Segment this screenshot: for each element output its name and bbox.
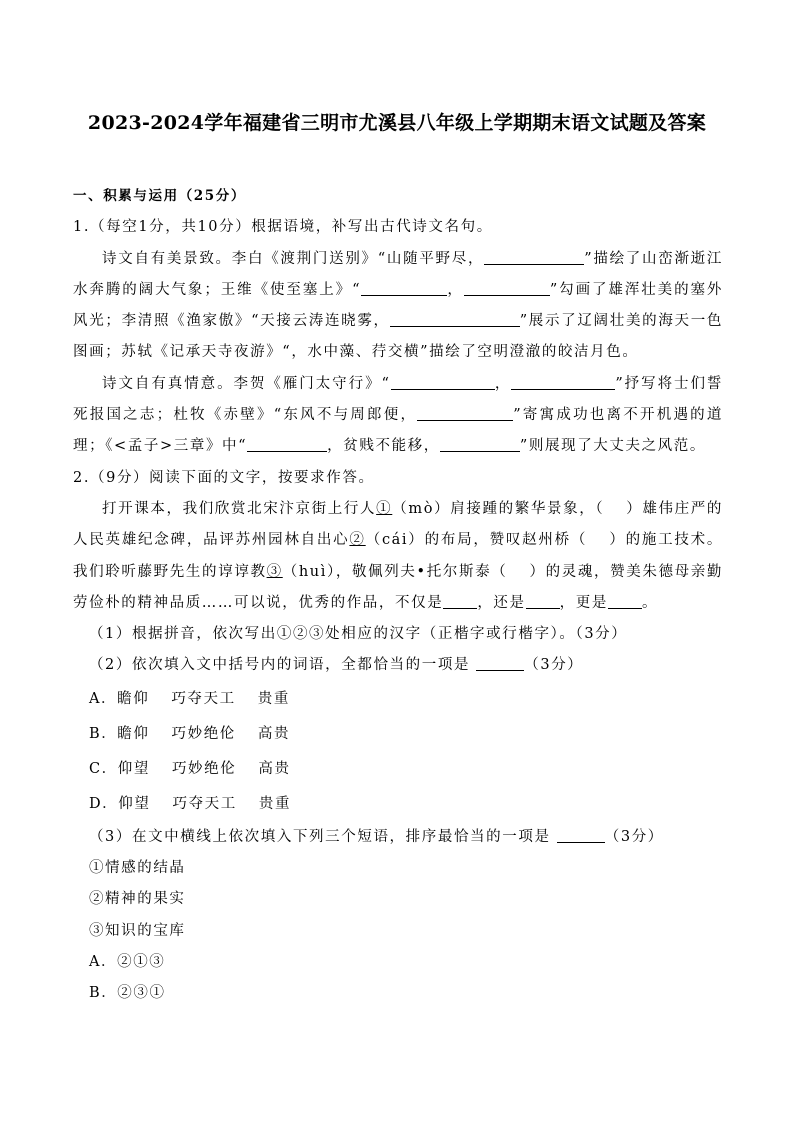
sub-question-2 (73, 650, 723, 681)
sub-question-1: （1）根据拼音，依次写出①②③处相应的汉字（正楷字或行楷字）。（3分） (88, 626, 628, 643)
option-b (73, 717, 723, 752)
text-segment: 诗文自有美景致。李白《渡荆门送别》“山随平野尽， (102, 250, 485, 267)
answer-blank[interactable] (526, 593, 560, 609)
phrase-1: ①情感的结晶 (88, 860, 186, 877)
text-segment: ）雄伟庄严的人民英雄纪念碑，品评苏州园林自出心 (73, 500, 724, 549)
text-segment: ② (349, 532, 366, 549)
text-segment: ”勾画了雄浑壮美的塞外风光；李清照《渔家傲》“天接云涛连晓雾， (73, 281, 723, 330)
question-2-stem: 2.（9分）阅读下面的文字，按要求作答。 (73, 469, 375, 486)
section-heading: 一、积累与运用（25分） (73, 188, 246, 204)
text-segment: 巧妙绝伦 (171, 760, 237, 777)
text-segment: A．瞻仰 (88, 690, 150, 707)
option-b: B．②③① (88, 985, 166, 1002)
text-segment: ，更是 (559, 594, 608, 611)
answer-blank[interactable] (464, 280, 550, 296)
text-segment: （2）依次填入文中括号内的词语，全都恰当的一项是 (88, 657, 471, 674)
text-segment: 巧妙绝伦 (171, 725, 236, 742)
text-segment: 高贵 (258, 760, 291, 777)
text-segment: ， (494, 375, 512, 392)
question-1-paragraph-2 (73, 369, 723, 463)
answer-blank[interactable] (247, 437, 327, 453)
answer-blank[interactable] (608, 593, 642, 609)
text-segment: ”描绘了山峦渐逝江水奔腾的阔大气象；王维《使至塞上》“ (73, 250, 723, 298)
text-segment: ”抒写将士们誓死报国之志；杜牧《赤壁》“东风不与周郎便， (73, 375, 723, 424)
text-segment: 巧夺天工 (172, 795, 237, 812)
text-segment: ”寄寓成功也离不开机遇的道理；《<孟子>三章》中“ (73, 407, 723, 455)
text-segment: ）的施工技术。我们聆听藤野先生的谆谆教 (73, 532, 723, 580)
option-d (73, 787, 723, 822)
option-a: A．②①③ (88, 953, 166, 970)
text-segment: 高贵 (257, 725, 291, 742)
text-segment: 贵重 (257, 690, 290, 707)
question-1-stem: 1.（每空1分，共10分）根据语境，补写出古代诗文名句。 (73, 219, 493, 236)
text-segment: B．瞻仰 (88, 725, 150, 742)
phrase-2: ②精神的果实 (88, 891, 186, 908)
options-sub-question-2 (73, 682, 723, 822)
option-a (73, 682, 723, 717)
document-title: 2023-2024学年福建省三明市尤溪县八年级上学期期末语文试题及答案 (87, 112, 707, 134)
text-segment: ，贫贱不能移， (327, 438, 440, 455)
text-segment: ，还是 (477, 594, 526, 611)
text-segment: 打开课本，我们欣赏北宋汴京街上行人 (102, 500, 377, 517)
text-segment: ， (447, 281, 464, 298)
phrase-3: ③知识的宝库 (88, 922, 186, 939)
answer-blank[interactable] (443, 593, 477, 609)
text-segment: （3）在文中横线上依次填入下列三个短语，排序最恰当的一项是 (88, 828, 551, 845)
text-segment: D．仰望 (88, 795, 151, 812)
option-c (73, 752, 723, 787)
question-1-paragraph-1 (73, 244, 723, 369)
text-segment: ”展示了辽阔壮美的海天一色图画；苏轼《记承天寺夜游》“ (73, 313, 723, 361)
text-segment: ，水中藻、荇交横”描绘了空明澄澈的皎洁月色。 (291, 344, 639, 361)
text-segment: （mò）肩接踵的繁华景象，（ (392, 500, 605, 517)
text-segment: 诗文自有真情意。李贺《雁门太守行》“ (102, 375, 391, 392)
answer-blank[interactable] (476, 656, 524, 672)
text-segment: ① (376, 500, 393, 517)
text-segment: ”则展现了大丈夫之风范。 (519, 438, 706, 455)
sub-question-3 (73, 822, 723, 853)
answer-blank[interactable] (390, 312, 520, 328)
text-segment: （huì），敬佩列夫•托尔斯泰（ (282, 563, 508, 580)
text-segment: （3分） (604, 828, 664, 845)
document-body (73, 181, 723, 1010)
question-2-passage (73, 494, 723, 619)
answer-blank[interactable] (417, 406, 513, 422)
text-segment: 巧夺天工 (171, 690, 236, 707)
text-segment: （cái）的布局，赞叹赵州桥（ (365, 532, 588, 549)
answer-blank[interactable] (391, 374, 495, 390)
answer-blank[interactable] (557, 827, 605, 843)
text-segment: C．仰望 (88, 760, 150, 777)
text-segment: 贵重 (258, 795, 292, 812)
answer-blank[interactable] (361, 280, 447, 296)
text-segment: 。 (641, 594, 659, 611)
text-segment: ③ (266, 563, 283, 580)
text-segment: ）的灵魂，赞美朱德母亲勤劳俭朴的精神品质……可以说，优秀的作品，不仅是 (73, 563, 723, 611)
answer-blank[interactable] (511, 374, 615, 390)
text-segment: （3分） (524, 657, 584, 674)
answer-blank[interactable] (484, 249, 584, 265)
answer-blank[interactable] (440, 437, 520, 453)
